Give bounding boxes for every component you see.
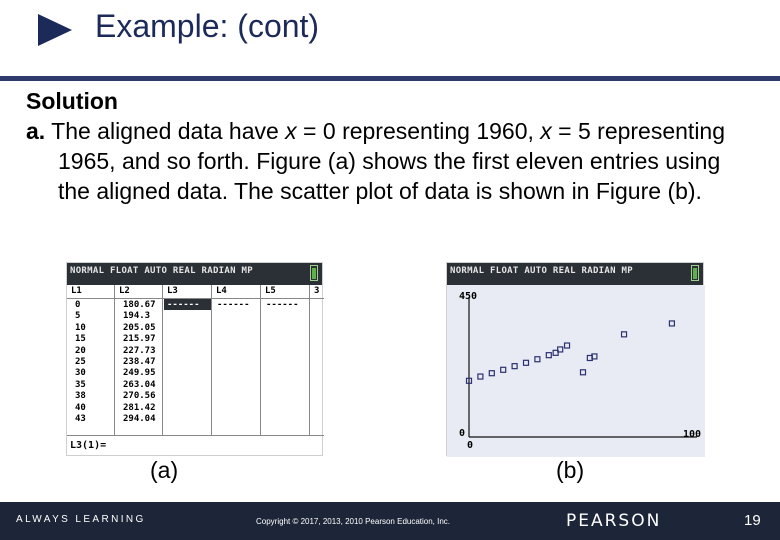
caption-a: (a) — [150, 457, 179, 483]
list-l2-cell: 270.56 — [123, 391, 156, 402]
list-l1-cell: 35 — [75, 379, 86, 390]
slide-title: Example: (cont) — [95, 8, 320, 44]
list-header-2: L3 — [167, 286, 178, 296]
footer-bar — [0, 502, 780, 540]
part-label: a. — [26, 118, 46, 144]
title-bullet-icon — [38, 14, 72, 46]
footer-tagline: ALWAYS LEARNING — [16, 514, 146, 525]
y-max-tick-label: 450 — [459, 291, 478, 302]
list-l1-cell: 25 — [75, 357, 86, 367]
calculator-status-bar — [67, 263, 322, 285]
variable-x-2: x — [540, 118, 552, 144]
list-l2-cell: 227.73 — [123, 345, 156, 356]
scatter-point — [669, 321, 674, 326]
plot-area — [447, 285, 705, 457]
page-number: 19 — [744, 512, 761, 529]
solution-heading: Solution — [26, 88, 118, 114]
column-divider — [114, 285, 115, 435]
status-text: NORMAL FLOAT AUTO REAL RADIAN MP — [70, 266, 253, 276]
variable-x-1: x — [285, 118, 297, 144]
list-table — [67, 285, 324, 435]
empty-list-dashes: ------ — [167, 300, 200, 310]
list-l1-cell: 30 — [75, 368, 86, 379]
list-l2-cell: 238.47 — [123, 357, 156, 367]
scatter-point — [535, 357, 540, 362]
x-min-tick-label: 0 — [467, 440, 474, 451]
footer-copyright: Copyright © 2017, 2013, 2010 Pearson Education, Inc. — [256, 517, 451, 526]
battery-icon-b — [691, 265, 699, 281]
list-l2-cell: 281.42 — [123, 402, 156, 413]
scatter-plot — [447, 285, 705, 457]
empty-list-dashes: ------ — [217, 300, 250, 310]
list-header-0: L1 — [71, 286, 82, 296]
list-l1-cell: 15 — [75, 334, 86, 345]
list-header-1: L2 — [119, 286, 130, 296]
list-header-4: L5 — [265, 286, 276, 296]
body-text — [26, 86, 756, 206]
list-l2-cell: 249.95 — [123, 368, 156, 379]
list-header-3: L4 — [216, 286, 227, 296]
scatter-point — [478, 374, 483, 379]
scatter-point — [622, 332, 627, 337]
list-l1-cell: 0 — [75, 300, 81, 310]
list-l1-cell: 20 — [75, 345, 86, 356]
calculator-list-screen — [66, 262, 323, 456]
scatter-point — [565, 343, 570, 348]
list-l1-cell: 40 — [75, 402, 86, 413]
solution-paragraph — [26, 116, 756, 206]
column-divider — [309, 285, 310, 435]
list-l1-cell: 38 — [75, 391, 86, 402]
x-max-tick-label: 100 — [682, 429, 701, 440]
status-text-b: NORMAL FLOAT AUTO REAL RADIAN MP — [450, 266, 633, 276]
column-divider — [162, 285, 163, 435]
y-min-tick-label: 0 — [459, 428, 466, 439]
entry-line: L3(1)= — [67, 435, 324, 457]
paragraph-text-3: = 5 representing 1965, and so forth. Figure (a) shows the first eleven entries using the aligned data. The scatter plot of data is shown in Figure (b). — [58, 118, 726, 204]
caption-b: (b) — [556, 457, 585, 483]
list-l1-cell: 43 — [75, 414, 86, 424]
scatter-point — [581, 370, 586, 375]
scatter-point — [546, 353, 551, 358]
column-divider — [260, 285, 261, 435]
list-l2-cell: 194.3 — [123, 311, 151, 322]
list-header-5: 3 — [314, 286, 320, 296]
list-l1-cell: 5 — [75, 311, 81, 322]
calculator-graph-screen — [446, 262, 704, 456]
list-l1-cell: 10 — [75, 322, 86, 333]
list-l2-cell: 180.67 — [123, 300, 156, 310]
paragraph-text-1: The aligned data have — [45, 118, 286, 144]
list-l2-cell: 205.05 — [123, 322, 156, 333]
list-l2-cell: 263.04 — [123, 379, 156, 390]
scatter-point — [501, 367, 506, 372]
title-divider — [0, 76, 780, 81]
list-l2-cell: 294.04 — [123, 414, 156, 424]
battery-icon — [310, 265, 318, 281]
scatter-point — [489, 371, 494, 376]
scatter-point — [524, 360, 529, 365]
calculator-status-bar-b — [447, 263, 703, 285]
column-divider — [211, 285, 212, 435]
list-l2-cell: 215.97 — [123, 334, 156, 345]
paragraph-text-2: = 0 representing 1960, — [296, 118, 541, 144]
empty-list-dashes: ------ — [266, 300, 299, 310]
scatter-point — [512, 364, 517, 369]
pearson-logo: PEARSON — [566, 511, 662, 531]
